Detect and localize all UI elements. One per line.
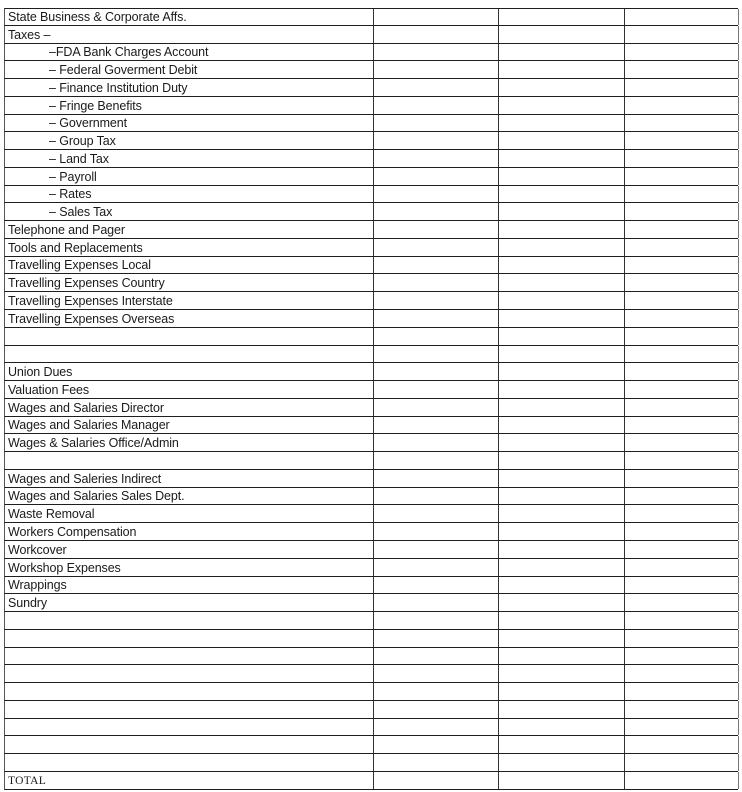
amount-cell-3[interactable]	[624, 150, 739, 167]
table-row	[4, 61, 738, 79]
amount-cell-1[interactable]	[373, 470, 498, 487]
amount-cell-1[interactable]	[373, 115, 498, 132]
amount-cell-2[interactable]	[498, 665, 624, 682]
table-row	[4, 203, 738, 221]
amount-cell-2[interactable]	[498, 488, 624, 505]
table-row	[4, 8, 738, 26]
item-label-cell	[5, 328, 373, 345]
item-label: Sundry	[8, 596, 48, 611]
table-row	[4, 346, 738, 364]
item-label: Wages & Salaries Office/Admin	[8, 436, 179, 451]
item-label-cell	[5, 381, 373, 398]
table-row	[4, 452, 738, 470]
amount-cell-3[interactable]	[624, 434, 739, 451]
amount-cell-3[interactable]	[624, 594, 739, 611]
table-row	[4, 274, 738, 292]
item-label-cell	[5, 665, 373, 682]
amount-cell-2[interactable]	[498, 44, 624, 61]
table-row	[4, 221, 738, 239]
amount-cell-2[interactable]	[498, 9, 624, 25]
item-label-cell	[5, 186, 373, 203]
item-label: – Government	[49, 116, 128, 131]
item-label: Tools and Replacements	[8, 240, 143, 255]
amount-cell-1[interactable]	[373, 630, 498, 647]
amount-cell-3[interactable]	[624, 328, 739, 345]
item-label: – Group Tax	[49, 134, 116, 149]
amount-cell-3[interactable]	[624, 97, 739, 114]
table-row	[4, 97, 738, 115]
amount-cell-3[interactable]	[624, 577, 739, 594]
amount-cell-1[interactable]	[373, 523, 498, 540]
table-row	[4, 328, 738, 346]
item-label-cell	[5, 310, 373, 327]
item-label: State Business & Corporate Affs.	[8, 9, 187, 24]
amount-cell-2[interactable]	[498, 168, 624, 185]
item-label-cell	[5, 719, 373, 736]
amount-cell-2[interactable]	[498, 683, 624, 700]
item-label: Waste Removal	[8, 507, 95, 522]
item-label: Travelling Expenses Overseas	[8, 311, 175, 326]
amount-cell-1[interactable]	[373, 505, 498, 522]
item-label-cell	[5, 648, 373, 665]
item-label: Union Dues	[8, 365, 73, 380]
amount-cell-3[interactable]	[624, 168, 739, 185]
item-label-cell	[5, 9, 373, 25]
item-label-cell	[5, 417, 373, 434]
item-label-cell	[5, 488, 373, 505]
item-label-cell	[5, 168, 373, 185]
item-label-cell	[5, 399, 373, 416]
table-row	[4, 186, 738, 204]
amount-cell-3[interactable]	[624, 736, 739, 753]
amount-cell-2[interactable]	[498, 26, 624, 43]
table-row	[4, 612, 738, 630]
amount-cell-3[interactable]	[624, 665, 739, 682]
amount-cell-2[interactable]	[498, 523, 624, 540]
item-label-cell	[5, 257, 373, 274]
amount-cell-1[interactable]	[373, 577, 498, 594]
item-label-cell	[5, 577, 373, 594]
amount-cell-1[interactable]	[373, 328, 498, 345]
amount-cell-3[interactable]	[624, 683, 739, 700]
amount-cell-3[interactable]	[624, 61, 739, 78]
amount-cell-1[interactable]	[373, 9, 498, 25]
amount-cell-3[interactable]	[624, 772, 739, 789]
table-row	[4, 115, 738, 133]
amount-cell-3[interactable]	[624, 754, 739, 771]
table-row	[4, 594, 738, 612]
item-label: Travelling Expenses Interstate	[8, 294, 173, 309]
table-row	[4, 44, 738, 62]
item-label: Wages and Salaries Manager	[8, 418, 170, 433]
amount-cell-3[interactable]	[624, 44, 739, 61]
amount-cell-3[interactable]	[624, 79, 739, 96]
item-label: Telephone and Pager	[8, 222, 125, 237]
item-label-cell	[5, 683, 373, 700]
item-label-cell	[5, 203, 373, 220]
amount-cell-1[interactable]	[373, 701, 498, 718]
item-label: Workshop Expenses	[8, 560, 121, 575]
amount-cell-2[interactable]	[498, 310, 624, 327]
amount-cell-1[interactable]	[373, 186, 498, 203]
amount-cell-2[interactable]	[498, 115, 624, 132]
item-label: – Fringe Benefits	[49, 98, 142, 113]
item-label: Travelling Expenses Local	[8, 258, 151, 273]
item-label-cell	[5, 452, 373, 469]
amount-cell-3[interactable]	[624, 719, 739, 736]
amount-cell-3[interactable]	[624, 292, 739, 309]
amount-cell-3[interactable]	[624, 381, 739, 398]
amount-cell-2[interactable]	[498, 559, 624, 576]
amount-cell-1[interactable]	[373, 26, 498, 43]
item-label: – Finance Institution Duty	[49, 80, 188, 95]
item-label: – Federal Goverment Debit	[49, 63, 198, 78]
total-row	[4, 772, 738, 790]
table-row	[4, 417, 738, 435]
amount-cell-1[interactable]	[373, 612, 498, 629]
amount-cell-3[interactable]	[624, 274, 739, 291]
item-label-cell	[5, 150, 373, 167]
item-label-cell	[5, 505, 373, 522]
amount-cell-3[interactable]	[624, 186, 739, 203]
table-row	[4, 257, 738, 275]
table-row	[4, 665, 738, 683]
item-label: Workcover	[8, 542, 67, 557]
amount-cell-1[interactable]	[373, 203, 498, 220]
item-label-cell	[5, 594, 373, 611]
amount-cell-3[interactable]	[624, 630, 739, 647]
amount-cell-1[interactable]	[373, 452, 498, 469]
amount-cell-2[interactable]	[498, 346, 624, 363]
amount-cell-1[interactable]	[373, 292, 498, 309]
amount-cell-3[interactable]	[624, 541, 739, 558]
amount-cell-2[interactable]	[498, 701, 624, 718]
amount-cell-3[interactable]	[624, 452, 739, 469]
item-label: – Rates	[49, 187, 92, 202]
item-label: –FDA Bank Charges Account	[49, 45, 209, 60]
table-row	[4, 150, 738, 168]
amount-cell-1[interactable]	[373, 346, 498, 363]
item-label: Wages and Saleries Indirect	[8, 471, 162, 486]
table-row	[4, 719, 738, 737]
amount-cell-2[interactable]	[498, 203, 624, 220]
expense-ledger-table	[4, 8, 738, 790]
item-label-cell	[5, 274, 373, 291]
item-label-cell	[5, 363, 373, 380]
amount-cell-2[interactable]	[498, 328, 624, 345]
amount-cell-1[interactable]	[373, 488, 498, 505]
table-row	[4, 399, 738, 417]
amount-cell-3[interactable]	[624, 523, 739, 540]
item-label: Wages and Salaries Sales Dept.	[8, 489, 185, 504]
amount-cell-1[interactable]	[373, 79, 498, 96]
item-label-cell	[5, 97, 373, 114]
item-label: – Sales Tax	[49, 205, 113, 220]
amount-cell-1[interactable]	[373, 44, 498, 61]
amount-cell-1[interactable]	[373, 417, 498, 434]
amount-cell-1[interactable]	[373, 594, 498, 611]
item-label: – Payroll	[49, 169, 97, 184]
item-label-cell	[5, 541, 373, 558]
amount-cell-3[interactable]	[624, 363, 739, 380]
amount-cell-1[interactable]	[373, 559, 498, 576]
item-label-cell	[5, 612, 373, 629]
amount-cell-3[interactable]	[624, 648, 739, 665]
amount-cell-2[interactable]	[498, 257, 624, 274]
item-label-cell	[5, 239, 373, 256]
item-label-cell	[5, 292, 373, 309]
amount-cell-2[interactable]	[498, 239, 624, 256]
item-label: – Land Tax	[49, 151, 109, 166]
amount-cell-3[interactable]	[624, 115, 739, 132]
amount-cell-3[interactable]	[624, 9, 739, 25]
amount-cell-2[interactable]	[498, 541, 624, 558]
amount-cell-3[interactable]	[624, 701, 739, 718]
table-row	[4, 523, 738, 541]
table-row	[4, 132, 738, 150]
amount-cell-3[interactable]	[624, 239, 739, 256]
amount-cell-1[interactable]	[373, 648, 498, 665]
amount-cell-1[interactable]	[373, 310, 498, 327]
table-row	[4, 363, 738, 381]
item-label-cell	[5, 434, 373, 451]
amount-cell-2[interactable]	[498, 594, 624, 611]
amount-cell-1[interactable]	[373, 754, 498, 771]
table-row	[4, 701, 738, 719]
amount-cell-1[interactable]	[373, 257, 498, 274]
amount-cell-2[interactable]	[498, 434, 624, 451]
amount-cell-1[interactable]	[373, 168, 498, 185]
table-row	[4, 488, 738, 506]
amount-cell-2[interactable]	[498, 612, 624, 629]
item-label-cell	[5, 701, 373, 718]
amount-cell-1[interactable]	[373, 150, 498, 167]
amount-cell-2[interactable]	[498, 150, 624, 167]
item-label: Travelling Expenses Country	[8, 276, 165, 291]
amount-cell-3[interactable]	[624, 310, 739, 327]
amount-cell-2[interactable]	[498, 132, 624, 149]
amount-cell-1[interactable]	[373, 719, 498, 736]
amount-cell-2[interactable]	[498, 274, 624, 291]
amount-cell-1[interactable]	[373, 221, 498, 238]
amount-cell-2[interactable]	[498, 363, 624, 380]
amount-cell-3[interactable]	[624, 470, 739, 487]
item-label-cell	[5, 523, 373, 540]
item-label-cell	[5, 630, 373, 647]
amount-cell-2[interactable]	[498, 399, 624, 416]
amount-cell-2[interactable]	[498, 186, 624, 203]
amount-cell-3[interactable]	[624, 612, 739, 629]
table-row	[4, 683, 738, 701]
item-label: Valuation Fees	[8, 382, 90, 397]
item-label: Wrappings	[8, 578, 67, 593]
amount-cell-2[interactable]	[498, 719, 624, 736]
amount-cell-2[interactable]	[498, 452, 624, 469]
table-row	[4, 559, 738, 577]
item-label: Workers Compensation	[8, 524, 137, 539]
amount-cell-2[interactable]	[498, 772, 624, 789]
amount-cell-2[interactable]	[498, 505, 624, 522]
amount-cell-2[interactable]	[498, 470, 624, 487]
table-row	[4, 292, 738, 310]
amount-cell-1[interactable]	[373, 683, 498, 700]
amount-cell-1[interactable]	[373, 434, 498, 451]
amount-cell-1[interactable]	[373, 132, 498, 149]
table-row	[4, 239, 738, 257]
amount-cell-2[interactable]	[498, 381, 624, 398]
amount-cell-3[interactable]	[624, 221, 739, 238]
amount-cell-2[interactable]	[498, 754, 624, 771]
item-label: Wages and Salaries Director	[8, 400, 164, 415]
amount-cell-3[interactable]	[624, 559, 739, 576]
table-row	[4, 434, 738, 452]
amount-cell-3[interactable]	[624, 257, 739, 274]
amount-cell-1[interactable]	[373, 399, 498, 416]
amount-cell-1[interactable]	[373, 381, 498, 398]
amount-cell-1[interactable]	[373, 363, 498, 380]
amount-cell-1[interactable]	[373, 772, 498, 789]
amount-cell-1[interactable]	[373, 274, 498, 291]
table-row	[4, 541, 738, 559]
amount-cell-1[interactable]	[373, 61, 498, 78]
amount-cell-1[interactable]	[373, 541, 498, 558]
table-row	[4, 26, 738, 44]
amount-cell-3[interactable]	[624, 399, 739, 416]
amount-cell-2[interactable]	[498, 736, 624, 753]
amount-cell-2[interactable]	[498, 417, 624, 434]
amount-cell-3[interactable]	[624, 505, 739, 522]
table-row	[4, 168, 738, 186]
item-label-cell	[5, 44, 373, 61]
amount-cell-3[interactable]	[624, 346, 739, 363]
amount-cell-3[interactable]	[624, 417, 739, 434]
amount-cell-3[interactable]	[624, 132, 739, 149]
item-label-cell	[5, 754, 373, 771]
item-label-cell	[5, 79, 373, 96]
item-label: Taxes –	[8, 27, 51, 42]
amount-cell-3[interactable]	[624, 488, 739, 505]
item-label-cell	[5, 221, 373, 238]
table-row	[4, 754, 738, 772]
table-row	[4, 470, 738, 488]
item-label-cell	[5, 346, 373, 363]
item-label-cell	[5, 61, 373, 78]
total-label: TOTAL	[8, 774, 47, 787]
item-label-cell	[5, 26, 373, 43]
table-row	[4, 505, 738, 523]
table-row	[4, 310, 738, 328]
item-label-cell	[5, 115, 373, 132]
amount-cell-1[interactable]	[373, 97, 498, 114]
amount-cell-1[interactable]	[373, 239, 498, 256]
amount-cell-2[interactable]	[498, 292, 624, 309]
table-row	[4, 577, 738, 595]
item-label-cell	[5, 772, 373, 789]
item-label-cell	[5, 470, 373, 487]
item-label-cell	[5, 736, 373, 753]
table-row	[4, 630, 738, 648]
table-row	[4, 736, 738, 754]
amount-cell-2[interactable]	[498, 577, 624, 594]
amount-cell-3[interactable]	[624, 26, 739, 43]
amount-cell-2[interactable]	[498, 79, 624, 96]
item-label-cell	[5, 132, 373, 149]
amount-cell-1[interactable]	[373, 665, 498, 682]
amount-cell-2[interactable]	[498, 97, 624, 114]
amount-cell-2[interactable]	[498, 61, 624, 78]
amount-cell-2[interactable]	[498, 630, 624, 647]
amount-cell-2[interactable]	[498, 648, 624, 665]
item-label-cell	[5, 559, 373, 576]
table-row	[4, 648, 738, 666]
amount-cell-1[interactable]	[373, 736, 498, 753]
amount-cell-2[interactable]	[498, 221, 624, 238]
table-row	[4, 79, 738, 97]
table-row	[4, 381, 738, 399]
amount-cell-3[interactable]	[624, 203, 739, 220]
